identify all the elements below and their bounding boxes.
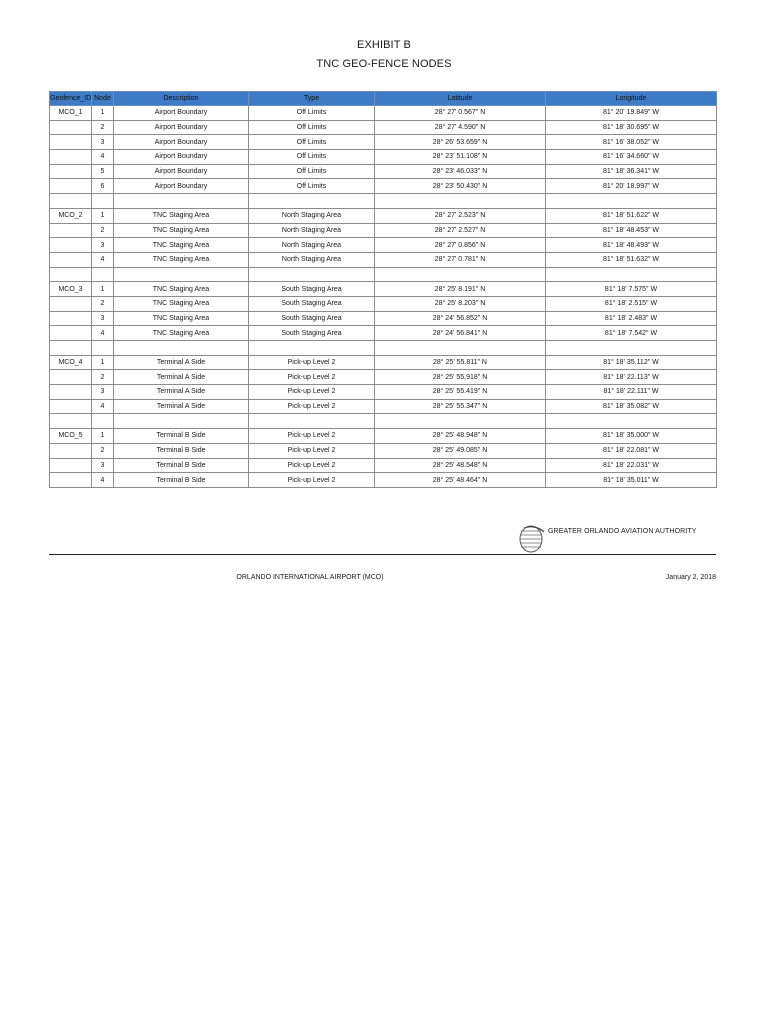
- geofence-id-cell: [50, 164, 92, 179]
- node-cell: 6: [92, 179, 114, 194]
- table-row: [50, 296, 717, 311]
- geofence-id-cell: [50, 135, 92, 150]
- footer-airport-name: ORLANDO INTERNATIONAL AIRPORT (MCO): [236, 574, 384, 581]
- footer-divider: [49, 554, 716, 555]
- latitude-cell: 28° 27' 2.527" N: [375, 223, 546, 238]
- table-row: [50, 473, 717, 488]
- type-cell: North Staging Area: [249, 223, 375, 238]
- empty-cell: [92, 414, 114, 429]
- type-cell: South Staging Area: [249, 311, 375, 326]
- table-row: [50, 311, 717, 326]
- latitude-cell: 28° 25' 55.347" N: [375, 399, 546, 414]
- empty-cell: [249, 414, 375, 429]
- empty-cell: [546, 341, 717, 356]
- latitude-cell: 28° 23' 50.430" N: [375, 179, 546, 194]
- latitude-cell: 28° 25' 48.948" N: [375, 429, 546, 444]
- empty-cell: [114, 341, 249, 356]
- node-cell: 4: [92, 473, 114, 488]
- longitude-cell: 81° 18' 22.113" W: [546, 370, 717, 385]
- latitude-cell: 28° 24' 56.841" N: [375, 326, 546, 341]
- empty-cell: [249, 267, 375, 282]
- geofence-id-cell: MCO_3: [50, 282, 92, 297]
- description-cell: TNC Staging Area: [114, 238, 249, 253]
- geofence-id-cell: MCO_2: [50, 208, 92, 223]
- longitude-cell: 81° 16' 38.052" W: [546, 135, 717, 150]
- latitude-cell: 28° 25' 49.085" N: [375, 443, 546, 458]
- longitude-cell: 81° 18' 22.081" W: [546, 443, 717, 458]
- node-cell: 3: [92, 135, 114, 150]
- type-cell: Pick-up Level 2: [249, 458, 375, 473]
- longitude-cell: 81° 20' 19.849" W: [546, 106, 717, 121]
- spacer-row: [50, 194, 717, 209]
- table-row: [50, 223, 717, 238]
- type-cell: Pick-up Level 2: [249, 370, 375, 385]
- spacer-row: [50, 341, 717, 356]
- spacer-row: [50, 414, 717, 429]
- latitude-cell: 28° 27' 0.781" N: [375, 252, 546, 267]
- latitude-cell: 28° 27' 4.590" N: [375, 120, 546, 135]
- empty-cell: [50, 341, 92, 356]
- geofence-id-cell: [50, 385, 92, 400]
- latitude-cell: 28° 27' 2.523" N: [375, 208, 546, 223]
- longitude-cell: 81° 18' 7.575" W: [546, 282, 717, 297]
- latitude-cell: 28° 25' 48.548" N: [375, 458, 546, 473]
- description-cell: TNC Staging Area: [114, 311, 249, 326]
- type-cell: South Staging Area: [249, 326, 375, 341]
- empty-cell: [375, 414, 546, 429]
- document-subtitle: TNC GEO-FENCE NODES: [316, 58, 452, 70]
- node-cell: 3: [92, 385, 114, 400]
- empty-cell: [546, 267, 717, 282]
- empty-cell: [375, 194, 546, 209]
- table-row: [50, 429, 717, 444]
- node-cell: 1: [92, 355, 114, 370]
- empty-cell: [50, 414, 92, 429]
- latitude-cell: 28° 25' 55.811" N: [375, 355, 546, 370]
- node-cell: 2: [92, 120, 114, 135]
- type-cell: North Staging Area: [249, 252, 375, 267]
- geofence-id-cell: [50, 311, 92, 326]
- column-header-geofence-id: Geofence_ID: [50, 92, 92, 106]
- description-cell: TNC Staging Area: [114, 208, 249, 223]
- geofence-id-cell: [50, 120, 92, 135]
- longitude-cell: 81° 18' 30.695" W: [546, 120, 717, 135]
- longitude-cell: 81° 18' 51.632" W: [546, 252, 717, 267]
- table-row: [50, 106, 717, 121]
- table-row: [50, 238, 717, 253]
- description-cell: Terminal B Side: [114, 473, 249, 488]
- table-row: [50, 150, 717, 165]
- table-row: [50, 208, 717, 223]
- geofence-id-cell: [50, 326, 92, 341]
- longitude-cell: 81° 18' 7.542" W: [546, 326, 717, 341]
- geofence-id-cell: [50, 223, 92, 238]
- column-header-latitude: Latitude: [375, 92, 546, 106]
- longitude-cell: 81° 18' 35.082" W: [546, 399, 717, 414]
- node-cell: 4: [92, 150, 114, 165]
- longitude-cell: 81° 20' 18.997" W: [546, 179, 717, 194]
- node-cell: 1: [92, 282, 114, 297]
- longitude-cell: 81° 18' 35.011" W: [546, 473, 717, 488]
- latitude-cell: 28° 23' 51.108" N: [375, 150, 546, 165]
- type-cell: North Staging Area: [249, 208, 375, 223]
- type-cell: Pick-up Level 2: [249, 473, 375, 488]
- description-cell: Terminal B Side: [114, 429, 249, 444]
- description-cell: Airport Boundary: [114, 150, 249, 165]
- type-cell: Pick-up Level 2: [249, 399, 375, 414]
- latitude-cell: 28° 25' 8.203" N: [375, 296, 546, 311]
- latitude-cell: 28° 25' 55.918" N: [375, 370, 546, 385]
- table-row: [50, 399, 717, 414]
- geofence-id-cell: [50, 399, 92, 414]
- node-cell: 3: [92, 238, 114, 253]
- latitude-cell: 28° 27' 0.567" N: [375, 106, 546, 121]
- geofence-id-cell: [50, 238, 92, 253]
- longitude-cell: 81° 18' 51.622" W: [546, 208, 717, 223]
- geofence-id-cell: [50, 458, 92, 473]
- type-cell: Off Limits: [249, 135, 375, 150]
- type-cell: Off Limits: [249, 120, 375, 135]
- node-cell: 4: [92, 252, 114, 267]
- table-row: [50, 458, 717, 473]
- type-cell: South Staging Area: [249, 282, 375, 297]
- empty-cell: [92, 341, 114, 356]
- description-cell: Airport Boundary: [114, 164, 249, 179]
- geofence-nodes-table: [49, 91, 717, 488]
- table-row: [50, 370, 717, 385]
- node-cell: 4: [92, 399, 114, 414]
- latitude-cell: 28° 27' 0.856" N: [375, 238, 546, 253]
- type-cell: Off Limits: [249, 164, 375, 179]
- node-cell: 1: [92, 208, 114, 223]
- empty-cell: [50, 194, 92, 209]
- geofence-id-cell: MCO_1: [50, 106, 92, 121]
- organization-name: GREATER ORLANDO AVIATION AUTHORITY: [548, 528, 697, 535]
- empty-cell: [50, 267, 92, 282]
- longitude-cell: 81° 18' 35.112" W: [546, 355, 717, 370]
- description-cell: Terminal A Side: [114, 385, 249, 400]
- geofence-id-cell: [50, 443, 92, 458]
- description-cell: Terminal B Side: [114, 443, 249, 458]
- latitude-cell: 28° 25' 8.191" N: [375, 282, 546, 297]
- node-cell: 1: [92, 106, 114, 121]
- longitude-cell: 81° 18' 48.453" W: [546, 223, 717, 238]
- table-row: [50, 179, 717, 194]
- empty-cell: [375, 341, 546, 356]
- empty-cell: [546, 194, 717, 209]
- table-body: [50, 106, 717, 488]
- description-cell: TNC Staging Area: [114, 282, 249, 297]
- description-cell: Airport Boundary: [114, 106, 249, 121]
- column-header-longitude: Longitude: [546, 92, 717, 106]
- description-cell: TNC Staging Area: [114, 252, 249, 267]
- type-cell: North Staging Area: [249, 238, 375, 253]
- description-cell: TNC Staging Area: [114, 326, 249, 341]
- empty-cell: [92, 194, 114, 209]
- longitude-cell: 81° 18' 48.493" W: [546, 238, 717, 253]
- type-cell: Pick-up Level 2: [249, 355, 375, 370]
- type-cell: Off Limits: [249, 150, 375, 165]
- description-cell: Airport Boundary: [114, 179, 249, 194]
- column-header-type: Type: [249, 92, 375, 106]
- latitude-cell: 28° 25' 48.464" N: [375, 473, 546, 488]
- footer-date: January 2, 2018: [665, 574, 716, 581]
- table-header-row: [50, 92, 717, 106]
- latitude-cell: 28° 25' 55.419" N: [375, 385, 546, 400]
- geofence-id-cell: [50, 150, 92, 165]
- geofence-id-cell: [50, 179, 92, 194]
- latitude-cell: 28° 26' 53.659" N: [375, 135, 546, 150]
- node-cell: 2: [92, 370, 114, 385]
- document-title: EXHIBIT B: [357, 39, 411, 51]
- table-row: [50, 385, 717, 400]
- longitude-cell: 81° 18' 2.483" W: [546, 311, 717, 326]
- goaa-globe-logo-icon: [518, 522, 546, 554]
- node-cell: 4: [92, 326, 114, 341]
- node-cell: 2: [92, 223, 114, 238]
- description-cell: TNC Staging Area: [114, 223, 249, 238]
- description-cell: Airport Boundary: [114, 120, 249, 135]
- geofence-id-cell: [50, 370, 92, 385]
- table-row: [50, 135, 717, 150]
- type-cell: Pick-up Level 2: [249, 429, 375, 444]
- table-row: [50, 282, 717, 297]
- type-cell: South Staging Area: [249, 296, 375, 311]
- node-cell: 2: [92, 296, 114, 311]
- column-header-node: Node: [92, 92, 114, 106]
- latitude-cell: 28° 23' 46.033" N: [375, 164, 546, 179]
- column-header-description: Description: [114, 92, 249, 106]
- longitude-cell: 81° 18' 2.515" W: [546, 296, 717, 311]
- geofence-id-cell: MCO_4: [50, 355, 92, 370]
- spacer-row: [50, 267, 717, 282]
- node-cell: 1: [92, 429, 114, 444]
- empty-cell: [249, 194, 375, 209]
- table-row: [50, 252, 717, 267]
- geofence-id-cell: [50, 296, 92, 311]
- table-row: [50, 164, 717, 179]
- empty-cell: [375, 267, 546, 282]
- description-cell: Terminal A Side: [114, 355, 249, 370]
- type-cell: Pick-up Level 2: [249, 385, 375, 400]
- description-cell: TNC Staging Area: [114, 296, 249, 311]
- table-row: [50, 326, 717, 341]
- longitude-cell: 81° 18' 22.111" W: [546, 385, 717, 400]
- geofence-id-cell: [50, 473, 92, 488]
- description-cell: Terminal A Side: [114, 370, 249, 385]
- description-cell: Terminal B Side: [114, 458, 249, 473]
- empty-cell: [546, 414, 717, 429]
- empty-cell: [114, 194, 249, 209]
- latitude-cell: 28° 24' 56.852" N: [375, 311, 546, 326]
- type-cell: Pick-up Level 2: [249, 443, 375, 458]
- node-cell: 3: [92, 458, 114, 473]
- empty-cell: [92, 267, 114, 282]
- longitude-cell: 81° 18' 22.031" W: [546, 458, 717, 473]
- empty-cell: [114, 267, 249, 282]
- description-cell: Terminal A Side: [114, 399, 249, 414]
- table-row: [50, 355, 717, 370]
- table-row: [50, 120, 717, 135]
- empty-cell: [249, 341, 375, 356]
- longitude-cell: 81° 16' 34.660" W: [546, 150, 717, 165]
- node-cell: 2: [92, 443, 114, 458]
- longitude-cell: 81° 18' 35.000" W: [546, 429, 717, 444]
- longitude-cell: 81° 18' 36.341" W: [546, 164, 717, 179]
- geofence-id-cell: [50, 252, 92, 267]
- type-cell: Off Limits: [249, 179, 375, 194]
- node-cell: 5: [92, 164, 114, 179]
- node-cell: 3: [92, 311, 114, 326]
- table-row: [50, 443, 717, 458]
- type-cell: Off Limits: [249, 106, 375, 121]
- geofence-id-cell: MCO_5: [50, 429, 92, 444]
- empty-cell: [114, 414, 249, 429]
- description-cell: Airport Boundary: [114, 135, 249, 150]
